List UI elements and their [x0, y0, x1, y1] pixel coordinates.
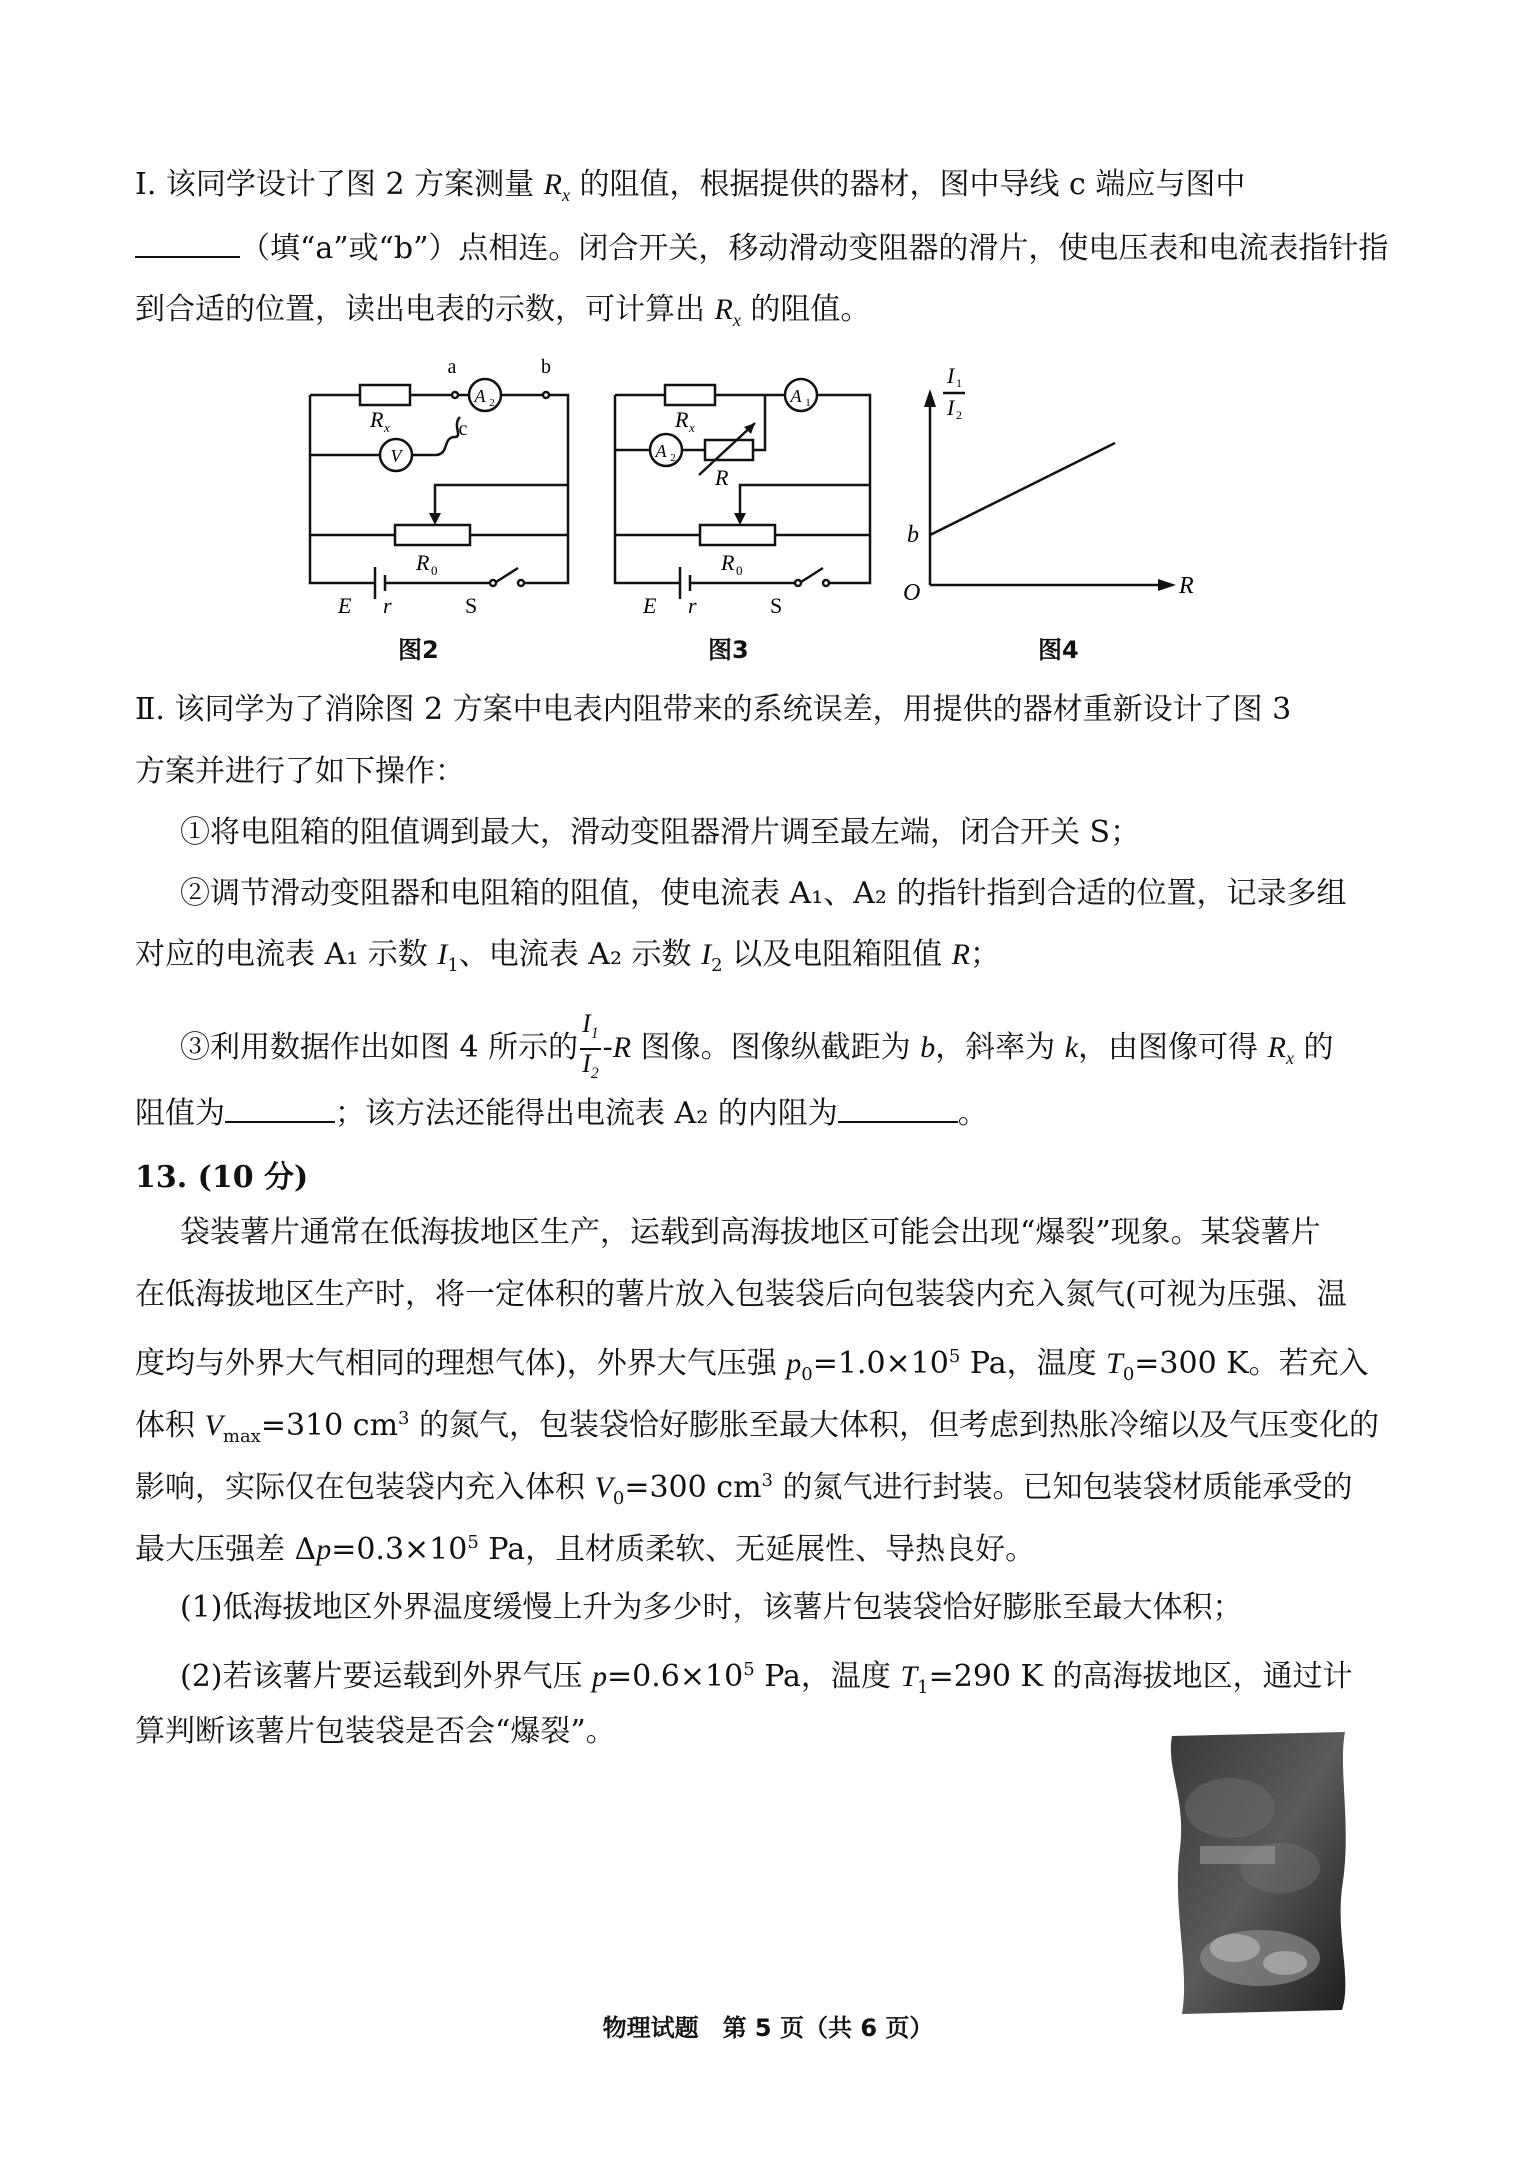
fraction-i1-over-i2: $\frac{I_1}{I_2}$ [582, 1009, 599, 1083]
y-axis-denominator: I [947, 395, 955, 420]
answer-blank-3[interactable] [838, 1093, 958, 1123]
x-axis-label: R [1179, 573, 1194, 599]
label-r0: R [721, 550, 735, 575]
part2-line1: Ⅱ. 该同学为了消除图 2 方案中电表内阻带来的系统误差，用提供的器材重新设计了图 3 [135, 692, 1292, 727]
figure-2-caption: 图2 [398, 636, 439, 664]
label-e: E [338, 593, 352, 615]
answer-blank-1[interactable] [135, 228, 240, 258]
label-resistance-box: R [715, 465, 729, 490]
svg-text:x: x [384, 420, 390, 435]
part2-answer-line: 阻值为 ；该方法还能得出电流表 A₂ 的内阻为 。 [135, 1093, 1385, 1134]
label-r0: R [416, 550, 430, 575]
part2-step2-line2: 对应的电流表 A₁ 示数 $I_1$、电流表 A₂ 示数 $I_2$ 以及电阻箱阻值 R； [135, 937, 1000, 976]
q13-para-line1: 袋装薯片通常在低海拔地区生产，运载到高海拔地区可能会出现“爆裂”现象。某袋薯片 [180, 1215, 1321, 1250]
label-c: c [458, 418, 468, 440]
part2-step3: ③利用数据作出如图 4 所示的 $\frac{I_1}{I_2}$ -R 图像。图像纵截距为 b，斜率为 k，由图像可得 $R_x$ 的 [180, 1010, 1430, 1088]
voltmeter-symbol: V [390, 446, 402, 466]
svg-text:x: x [689, 420, 695, 435]
q13-sub-question-1: (1)低海拔地区外界温度缓慢上升为多少时，该薯片包装袋恰好膨胀至最大体积； [180, 1590, 1243, 1625]
label-s: S [465, 593, 478, 615]
y-axis-numerator: I [947, 363, 955, 388]
label-rx: R [370, 407, 384, 432]
graph-line [930, 443, 1115, 535]
q13-para-line4: 体积 $V_{max}=310$ $cm^3$ 的氮气，包装袋恰好膨胀至最大体积，但考虑到热胀冷缩以及气压变化的 [135, 1408, 1380, 1447]
q13-para-line2: 在低海拔地区生产时，将一定体积的薯片放入包装袋后向包装袋内充入氮气(可视为压强、温 [135, 1277, 1347, 1312]
q13-para-line5: 影响，实际仅在包装袋内充入体积 $V_0=300$ $cm^3$ 的氮气进行封装。已知包装袋材质能承受的 [135, 1470, 1353, 1509]
svg-text:0: 0 [736, 563, 743, 578]
figure-4-graph [895, 345, 1225, 615]
label-r: r [383, 593, 392, 615]
label-r: r [688, 593, 697, 615]
part1-line2: （填“a”或“b”）点相连。闭合开关，移动滑动变阻器的滑片，使电压表和电流表指针指 [135, 228, 1385, 269]
part2-step2-line1: ②调节滑动变阻器和电阻箱的阻值，使电流表 A₁、A₂ 的指针指到合适的位置，记录多组 [180, 876, 1347, 911]
page-footer: 物理试题 第 5 页（共 6 页） [602, 2014, 934, 2042]
svg-text:2: 2 [956, 408, 962, 422]
part2-line2: 方案并进行了如下操作： [135, 754, 465, 789]
q13-sub-question-2-cont: 算判断该薯片包装袋是否会“爆裂”。 [135, 1714, 616, 1749]
intercept-b-label: b [907, 522, 919, 548]
figure-3-caption: 图3 [708, 636, 749, 664]
figure-2-circuit [300, 355, 590, 615]
part1-line3: 到合适的位置，读出电表的示数，可计算出 $R_x$ 的阻值。 [135, 292, 871, 330]
svg-text:0: 0 [431, 563, 438, 578]
q13-sub-question-2: (2)若该薯片要运载到外界气压 $p=0.6\times 10^5$ Pa，温度 $T_1=290$ K 的高海拔地区，通过计 [180, 1659, 1353, 1698]
svg-text:1: 1 [805, 397, 811, 409]
label-s: S [770, 593, 783, 615]
figure-3-circuit [605, 355, 895, 615]
part2-step1: ①将电阻箱的阻值调到最大，滑动变阻器滑片调至最左端，闭合开关 S； [180, 815, 1141, 850]
q13-para-line6: 最大压强差 $\Delta p=0.3\times 10^5$ Pa，且材质柔软、无延展性、导热良好。 [135, 1532, 1036, 1567]
figure-4-caption: 图4 [1038, 636, 1079, 664]
svg-text:1: 1 [956, 376, 962, 390]
label-a: a [447, 356, 457, 378]
q13-para-line3: 度均与外界大气相同的理想气体)，外界大气压强 $p_0=1.0\times 10^5$ Pa，温度 $T_0=300$ K。若充入 [135, 1346, 1369, 1385]
origin-label: O [903, 580, 921, 606]
q13-heading: 13. (10 分) [135, 1160, 309, 1195]
label-e: E [643, 593, 657, 615]
ammeter-a2-symbol: A [474, 386, 486, 406]
svg-text:2: 2 [670, 452, 676, 464]
chip-bag-photo [1160, 1728, 1360, 2018]
label-b: b [541, 356, 551, 378]
svg-text:2: 2 [489, 397, 495, 409]
part1-line1: Ⅰ. 该同学设计了图 2 方案测量 $R_x$ 的阻值，根据提供的器材，图中导线 c 端应与图中 [135, 167, 1246, 205]
label-rx: R [675, 407, 689, 432]
ammeter-a2-symbol: A [655, 441, 667, 461]
answer-blank-2[interactable] [225, 1093, 335, 1123]
ammeter-a1-symbol: A [790, 386, 802, 406]
